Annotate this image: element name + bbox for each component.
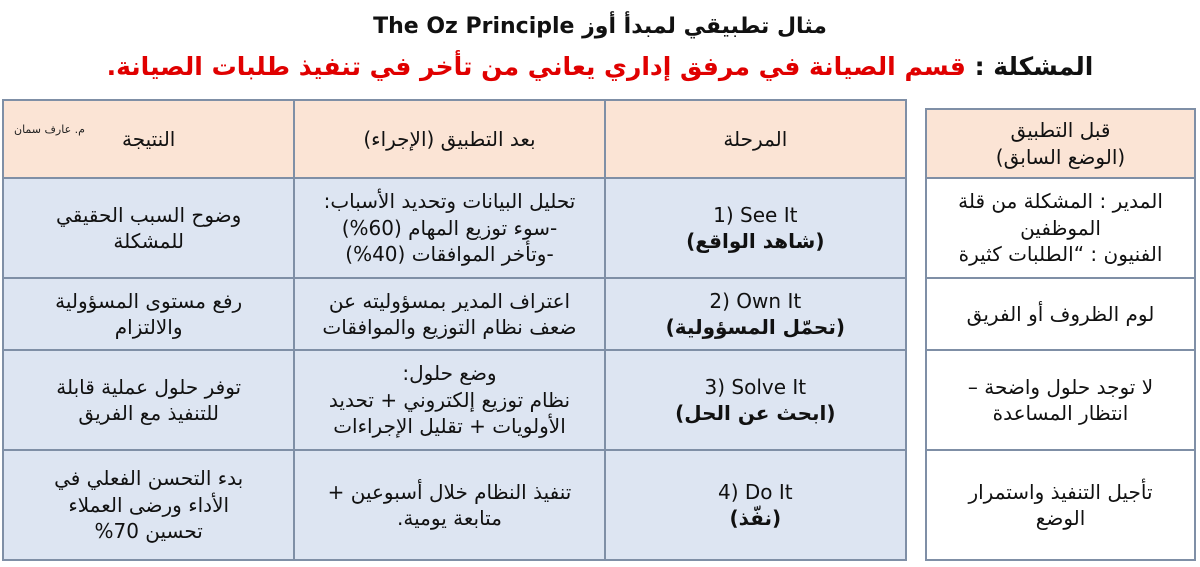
after-line: ضعف نظام التوزيع والموافقات <box>322 315 577 339</box>
after-line: متابعة يومية. <box>397 506 502 530</box>
after-cell <box>294 350 604 450</box>
problem-text: قسم الصيانة في مرفق إداري يعاني من تأخر في تنفيذ طلبات الصيانة. <box>106 52 966 81</box>
stage-cell <box>605 278 906 350</box>
table-row <box>3 278 906 350</box>
result-cell <box>3 178 294 278</box>
before-line: الفنيون : “الطلبات كثيرة <box>958 242 1163 267</box>
before-line: لا توجد حلول واضحة – <box>967 374 1154 399</box>
stage-name-en: 2) Own It <box>709 288 802 313</box>
table-row <box>926 450 1195 560</box>
after-line: تحليل البيانات وتحديد الأسباب: <box>323 189 576 214</box>
result-cell <box>3 278 294 350</box>
before-table <box>925 108 1196 561</box>
stage-name-en: 4) Do It <box>718 479 793 504</box>
after-cell <box>294 278 604 350</box>
stage-name-ar: (تحمّل المسؤولية) <box>665 315 845 339</box>
result-cell <box>3 350 294 450</box>
before-table-body <box>926 178 1195 560</box>
result-line: والالتزام <box>114 315 183 339</box>
header-before <box>926 109 1195 178</box>
after-line: -وتأخر الموافقات (40%) <box>345 242 554 267</box>
before-line: المدير : المشكلة من قلة <box>958 189 1163 214</box>
after-line: اعتراف المدير بمسؤوليته عن <box>328 288 571 313</box>
table-row <box>926 350 1195 450</box>
result-line: وضوح السبب الحقيقي <box>56 202 242 227</box>
stage-cell <box>605 350 906 450</box>
result-line: الأداء ورضى العملاء <box>68 492 230 517</box>
after-line: وضع حلول: <box>402 361 497 386</box>
header-after: بعد التطبيق (الإجراء) <box>294 100 604 178</box>
problem-statement <box>0 52 1200 81</box>
after-line: تنفيذ النظام خلال أسبوعين + <box>327 479 572 504</box>
main-table-body <box>3 178 906 560</box>
before-line: انتظار المساعدة <box>992 401 1129 425</box>
stage-name-ar: (شاهد الواقع) <box>686 229 825 253</box>
problem-separator: : <box>965 52 994 81</box>
result-cell <box>3 450 294 560</box>
header-result: النتيجة <box>3 100 294 178</box>
before-line: الموظفين <box>1020 215 1101 240</box>
result-line: توفر حلول عملية قابلة <box>56 374 242 399</box>
page-title: مثال تطبيقي لمبدأ أوز The Oz Principle <box>373 14 827 39</box>
stage-name-en: 1) See It <box>713 202 798 227</box>
table-row <box>3 350 906 450</box>
table-row <box>3 450 906 560</box>
before-line: لوم الظروف أو الفريق <box>966 301 1155 326</box>
table-row <box>926 178 1195 278</box>
before-cell <box>926 278 1195 350</box>
result-line: رفع مستوى المسؤولية <box>55 288 243 313</box>
main-table <box>2 99 907 561</box>
table-row <box>3 178 906 278</box>
before-cell <box>926 350 1195 450</box>
stage-cell <box>605 450 906 560</box>
before-line: تأجيل التنفيذ واستمرار <box>968 479 1153 504</box>
result-line: بدء التحسن الفعلي في <box>54 466 244 491</box>
stage-name-ar: (ابحث عن الحل) <box>675 401 836 425</box>
after-line: نظام توزيع إلكتروني + تحديد <box>328 387 571 412</box>
problem-label: المشكلة <box>993 52 1094 81</box>
result-line: تحسين 70% <box>94 519 203 544</box>
before-cell <box>926 178 1195 278</box>
header-stage: المرحلة <box>605 100 906 178</box>
before-line: الوضع <box>1035 506 1086 530</box>
after-cell <box>294 178 604 278</box>
author-credit: م. عارف سمان <box>14 123 85 136</box>
after-cell <box>294 450 604 560</box>
before-cell <box>926 450 1195 560</box>
header-before-line-1: قبل التطبيق <box>1010 118 1111 143</box>
result-line: للمشكلة <box>113 229 184 253</box>
stage-name-ar: (نفّذ) <box>729 506 782 530</box>
table-row <box>926 278 1195 350</box>
stage-cell <box>605 178 906 278</box>
stage-name-en: 3) Solve It <box>704 374 807 399</box>
after-line: الأولويات + تقليل الإجراءات <box>333 414 566 439</box>
header-before-line-2: (الوضع السابق) <box>995 144 1126 169</box>
after-line: -سوء توزيع المهام (60%) <box>341 215 558 240</box>
result-line: للتنفيذ مع الفريق <box>78 401 219 425</box>
